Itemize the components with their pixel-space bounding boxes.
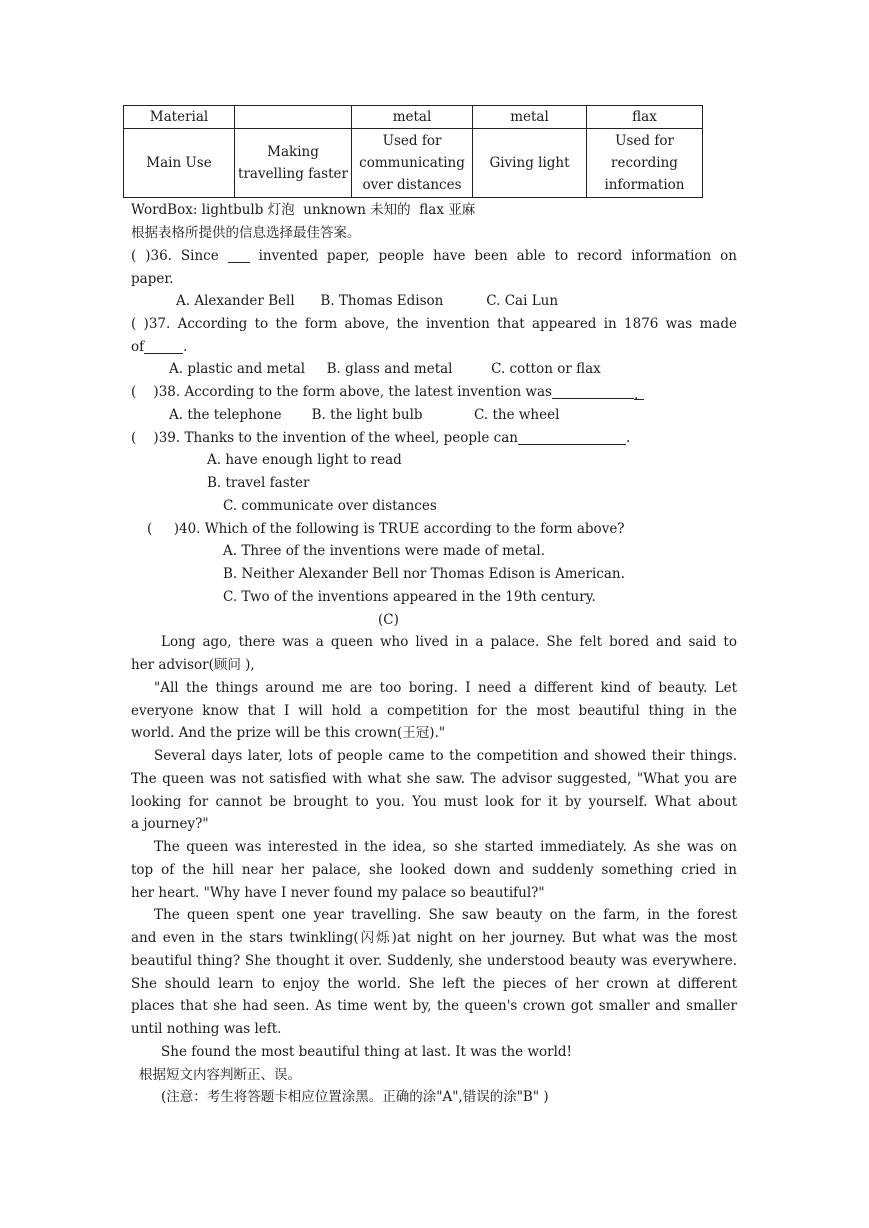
table-cell: Used for recording information: [587, 129, 703, 198]
question-39-option-a: A. have enough light to read: [207, 452, 402, 468]
question-37: ( )37. According to the form above, the invention that appeared in 1876 was made: [131, 316, 737, 332]
wordbox: WordBox: lightbulb 灯泡 unknown 未知的 flax 亚麻: [131, 202, 476, 218]
table-cell: metal: [352, 106, 473, 129]
table-cell: Used for communicating over distances: [352, 129, 473, 198]
question-39: ( )39. Thanks to the invention of the wheel, people can .: [131, 430, 631, 446]
question-40-option-a: A. Three of the inventions were made of metal.: [223, 543, 546, 559]
section-heading-c: (C): [378, 612, 399, 628]
question-38-options: A. the telephone B. the light bulb C. the wheel: [169, 407, 560, 423]
table-row-material: [124, 106, 703, 129]
passage-line: She found the most beautiful thing at last. It was the world!: [161, 1044, 572, 1060]
question-36-options: A. Alexander Bell B. Thomas Edison C. Cai Lun: [176, 293, 559, 309]
question-36: ( )36. Since invented paper, people have been able to record information on: [131, 248, 738, 264]
passage-line: until nothing was left.: [131, 1021, 282, 1037]
table-cell: metal: [473, 106, 587, 129]
passage-line: The queen was not satisfied with what she saw. The advisor suggested, "What you are: [131, 771, 737, 787]
instruction: 根据表格所提供的信息选择最佳答案。: [131, 225, 361, 241]
passage-line: beautiful thing? She thought it over. Suddenly, she understood beauty was everywhere.: [131, 953, 737, 969]
passage-line: and even in the stars twinkling(闪烁)at night on her journey. But what was the most: [131, 930, 737, 946]
table-cell: [235, 106, 352, 129]
passage-line: looking for cannot be brought to you. You must look for it by yourself. What about: [131, 794, 737, 810]
passage-line: She should learn to enjoy the world. She left the pieces of her crown at different: [131, 976, 737, 992]
table-cell: flax: [587, 106, 703, 129]
passage-line: her advisor(顾问 ),: [131, 657, 255, 673]
passage-line: top of the hill near her palace, she looked down and suddenly something cried in: [131, 862, 737, 878]
table-cell: Making travelling faster: [235, 129, 352, 198]
table-cell: Main Use: [124, 129, 235, 198]
table-row-main-use: [124, 129, 703, 198]
judge-instruction: 根据短文内容判断正、误。: [139, 1067, 301, 1083]
answer-blank: [518, 429, 626, 445]
question-38: ( )38. According to the form above, the latest invention was .: [131, 381, 644, 404]
question-40-option-c: C. Two of the inventions appeared in the 19th century.: [223, 589, 596, 605]
question-36-cont: paper.: [131, 271, 174, 287]
question-37-cont: of .: [131, 339, 188, 355]
question-40: ( )40. Which of the following is TRUE according to the form above?: [147, 521, 625, 537]
passage-line: world. And the prize will be this crown(王冠).": [131, 725, 446, 741]
answer-blank: [144, 338, 183, 354]
passage-line: The queen spent one year travelling. She saw beauty on the farm, in the forest: [154, 907, 737, 923]
question-39-option-b: B. travel faster: [207, 475, 310, 491]
passage-line: "All the things around me are too boring. I need a different kind of beauty. Let: [154, 680, 737, 696]
answer-blank: [552, 383, 634, 399]
answer-note: (注意：考生将答题卡相应位置涂黑。正确的涂"A",错误的涂"B" ): [161, 1089, 549, 1105]
table-cell: Giving light: [473, 129, 587, 198]
passage-line: places that she had seen. As time went by, the queen's crown got smaller and smaller: [131, 998, 737, 1014]
passage-line: Several days later, lots of people came to the competition and showed their things.: [154, 748, 737, 764]
question-37-options: A. plastic and metal B. glass and metal C. cotton or flax: [169, 361, 601, 377]
inventions-table: [123, 105, 703, 198]
answer-blank: [228, 247, 250, 263]
passage-line: everyone know that I will hold a competition for the most beautiful thing in the: [131, 703, 737, 719]
question-40-option-b: B. Neither Alexander Bell nor Thomas Edison is American.: [223, 566, 625, 582]
passage-line: The queen was interested in the idea, so she started immediately. As she was on: [154, 839, 737, 855]
table-cell: Material: [124, 106, 235, 129]
passage-line: Long ago, there was a queen who lived in a palace. She felt bored and said to: [161, 634, 737, 650]
passage-line: a journey?": [131, 816, 209, 832]
passage-line: her heart. "Why have I never found my palace so beautiful?": [131, 885, 545, 901]
question-39-option-c: C. communicate over distances: [223, 498, 437, 514]
